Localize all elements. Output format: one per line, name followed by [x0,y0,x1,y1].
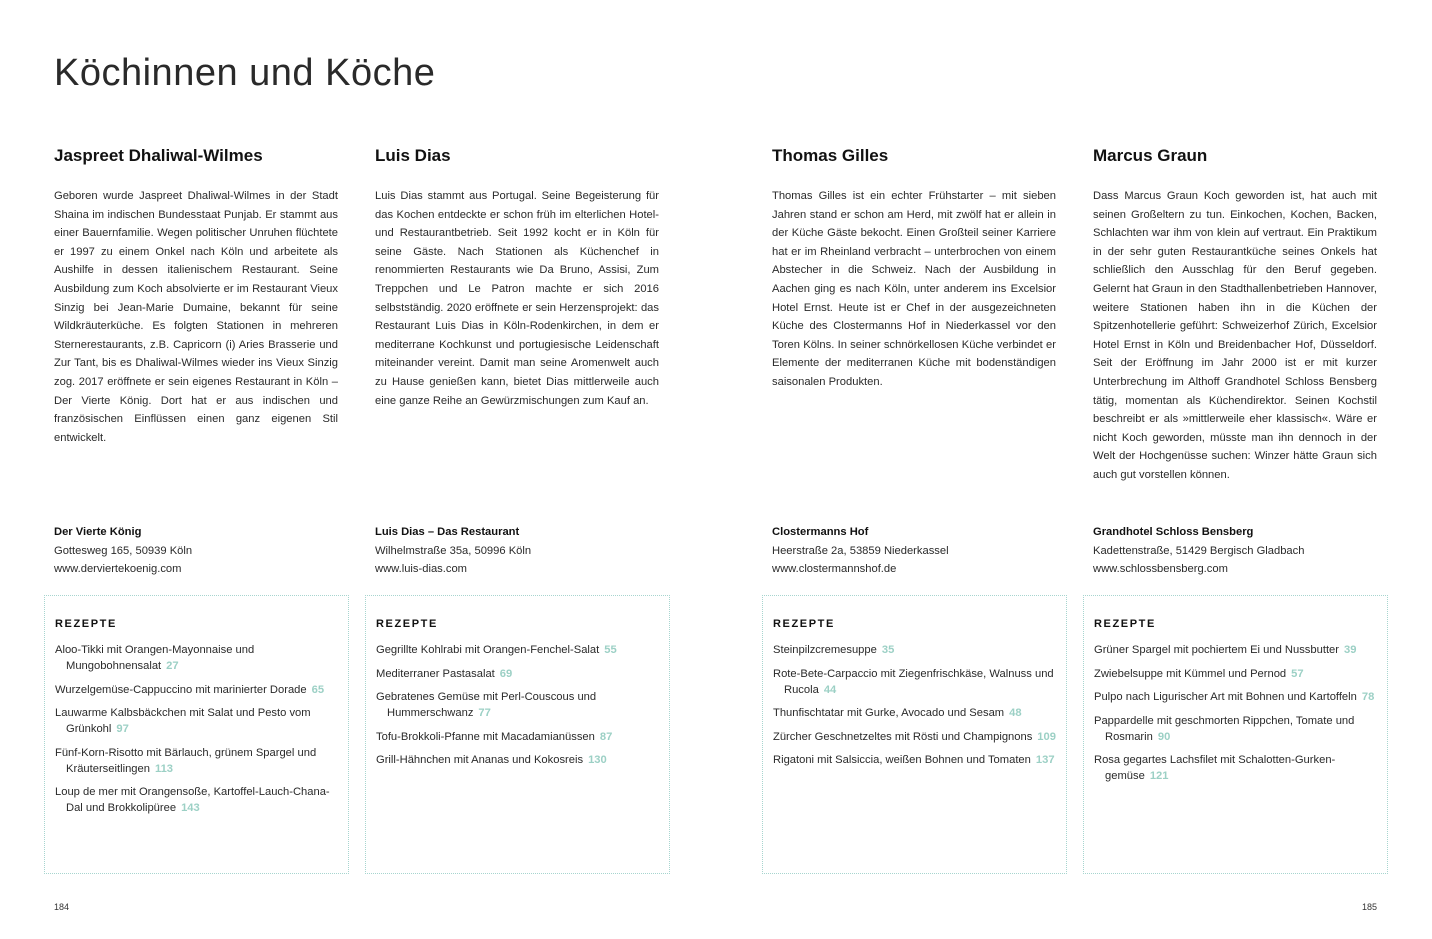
restaurant-address: Wilhelmstraße 35a, 50996 Köln [375,544,532,557]
recipes-heading: REZEPTE [376,618,438,630]
recipe-title: Zürcher Geschnetzeltes mit Rösti und Champignons [773,730,1033,743]
recipe-title: Fünf-Korn-Risotto mit Bärlauch, grünem Spargel und Kräuterseitlingen [55,746,317,775]
recipe-item[interactable] [55,745,340,777]
recipe-list [376,642,661,776]
restaurant-name: Grandhotel Schloss Bensberg [1093,526,1254,538]
recipe-page: 48 [1009,707,1022,719]
recipe-title: Mediterraner Pastasalat [376,667,495,680]
chef-name: Thomas Gilles [772,146,889,165]
chef-bio: Dass Marcus Graun Koch geworden ist, hat auch mit seinen Großeltern zu tun. Einkochen, Kochen, Backen, Schlachten war ihm von klein auf vertraut. Ein Praktikum in der sehr guten Restaurantküche seines Onkels hat schließlich den Ausschlag für den Beruf gegeben. Gelernt hat Graun in den Stadthallenbetrieben Hannover, weitere Stationen haben ihn in die Küchen der Spitzenhotellerie geführt: Schweizerhof Zürich, Excelsior Hotel Ernst in Köln und Breidenbacher Hof, Düsseldorf. Seit der Eröffnung im Jahr 2000 ist er mit kurzer Unterbrechung im Althoff Grandhotel Schloss Bensberg tätig, momentan als Küchendirektor. Seinen Kochstil beschreibt er als »mittlerweile eher klassisch«. Wäre er nicht Koch geworden, müsste man ihn dennoch in der Welt der Hochgenüsse suchen: Winzer hätte Graun sich auch gut vorstellen können. [1093,190,1377,481]
recipe-page: 27 [166,660,179,672]
restaurant-address: Gottesweg 165, 50939 Köln [54,544,193,557]
page-number-right: 185 [1362,902,1378,912]
recipe-title: Gegrillte Kohlrabi mit Orangen-Fenchel-Salat [376,644,600,656]
restaurant-name: Der Vierte König [54,526,142,538]
recipes-heading: REZEPTE [55,618,117,630]
restaurant-url[interactable]: www.schlossbensberg.com [1093,563,1228,576]
recipe-page: 77 [478,707,491,719]
restaurant-address: Heerstraße 2a, 53859 Niederkassel [772,544,949,557]
recipe-title: Rosa gegartes Lachsfilet mit Schalotten-Gurken-gemüse [1094,754,1336,782]
recipe-item[interactable] [1094,666,1379,682]
recipe-page: 69 [499,667,513,680]
recipe-title: Tofu-Brokkoli-Pfanne mit Macadamianüssen [376,730,595,743]
recipe-page: 109 [1037,730,1056,743]
recipe-title: Rote-Bete-Carpaccio mit Ziegenfrischkäse, Walnuss und Rucola [773,667,1054,696]
recipe-item[interactable] [1094,642,1379,658]
recipe-item[interactable] [1094,752,1379,784]
chef-bio: Geboren wurde Jaspreet Dhaliwal-Wilmes in der Stadt Shaina im indischen Bundesstaat Punjab. Er stammt aus einer Bauernfamilie. Wegen politischer Unruhen flüchtete er 1997 zu einem Onkel nach Köln und arbeitete als Aushilfe in dessen italienischem Restaurant. Seine Ausbildung zum Koch absolvierte er im Restaurant Vieux Sinzig bei Jean-Marie Dumaine, bekannt für seine Wildkräuterküche. Es folgten Stationen in mehreren Sternerestaurants, z.B. Capricorn (i) Aries Brasserie und Zur Tant, bis es Dhaliwal-Wilmes wieder ins Vieux Sinzig zog. 2017 eröffnete er sein eigenes Restaurant in Köln – Der Vierte König. Dort hat er aus indischen und französischen Einflüssen einen ganz eigenen Stil entwickelt. [54,190,338,444]
recipe-item[interactable] [773,729,1058,745]
restaurant-name: Clostermanns Hof [772,526,869,538]
recipe-title: Pulpo nach Ligurischer Art mit Bohnen und Kartoffeln [1094,691,1357,703]
recipe-item[interactable] [773,705,1058,721]
recipe-item[interactable] [55,705,340,737]
recipe-page: 130 [588,754,607,766]
recipe-item[interactable] [55,682,340,698]
recipe-page: 137 [1035,754,1055,766]
recipe-item[interactable] [1094,689,1379,705]
recipe-page: 78 [1361,691,1375,703]
chef-bio: Luis Dias stammt aus Portugal. Seine Begeisterung für das Kochen entdeckte er schon früh im elterlichen Hotel- und Restaurantbetrieb. Seit 1992 kocht er in Köln für seine Gäste. Nach Stationen als Küchenchef in renommierten Restaurants wie Da Bruno, Assisi, Zum Treppchen und Le Patron machte er sich 2016 selbstständig. 2020 eröffnete er sein Herzensprojekt: das Restaurant Luis Dias in Köln-Rodenkirchen, in dem er mediterrane Kochkunst und portugiesische Leidenschaft miteinander vereint. Damit man seine Aromenwelt auch zu Hause genießen kann, bietet Dias mittlerweile auch eine ganze Reihe an Gewürzmischungen zum Kauf an. [375,190,659,407]
recipes-heading: REZEPTE [1094,618,1156,630]
recipe-page: 39 [1344,644,1357,656]
restaurant-info [1093,523,1383,579]
recipe-title: Grill-Hähnchen mit Ananas und Kokosreis [376,754,584,766]
recipe-item[interactable] [376,642,661,658]
page-title: Köchinnen und Köche [54,52,436,94]
recipes-box [762,595,1067,874]
restaurant-address: Kadettenstraße, 51429 Bergisch Gladbach [1093,544,1305,557]
recipe-title: Steinpilzcremesuppe [773,644,877,656]
recipe-page: 97 [116,723,129,735]
restaurant-url[interactable]: www.clostermannshof.de [772,563,897,576]
restaurant-info [772,523,1062,579]
chef-name: Marcus Graun [1093,146,1208,165]
recipes-box [44,595,349,874]
recipe-item[interactable] [773,666,1058,698]
recipe-item[interactable] [1094,713,1379,745]
recipe-page: 87 [599,730,613,743]
chef-bio: Thomas Gilles ist ein echter Frühstarter – mit sieben Jahren stand er schon am Herd, mit zwölf hat er allein in der Küche Gäste bekocht. Einen Großteil seiner Karriere hat er im Rheinland verbracht – unterbrochen von einem Abstecher in die Schweiz. Nach der Ausbildung in Aachen ging es nach Köln, unter anderem ins Excelsior Hotel Ernst. Heute ist er Chef in der ausgezeichneten Küche des Clostermanns Hof in Niederkassel vor den Toren Kölns. In seiner schnörkellosen Küche verbindet er Elemente der mediterranen Küche mit bodenständigen saisonalen Produkten. [772,190,1056,388]
recipe-title: Lauwarme Kalbsbäckchen mit Salat und Pesto vom Grünkohl [55,707,311,735]
recipe-item[interactable] [55,784,340,816]
recipe-item[interactable] [376,752,661,768]
restaurant-url[interactable]: www.derviertekoenig.com [54,563,182,576]
chef-name: Luis Dias [375,146,451,165]
recipe-page: 57 [1291,667,1304,680]
recipe-title: Rigatoni mit Salsiccia, weißen Bohnen und Tomaten [773,754,1031,766]
recipe-title: Loup de mer mit Orangensoße, Kartoffel-Lauch-Chana-Dal und Brokkolipüree [55,786,330,814]
recipe-title: Gebratenes Gemüse mit Perl-Couscous und Hummerschwanz [376,691,597,719]
recipe-item[interactable] [376,689,661,721]
recipe-page: 143 [181,802,200,814]
recipe-list [55,642,340,824]
recipe-page: 90 [1157,730,1171,743]
recipe-page: 44 [823,683,837,696]
chef-name: Jaspreet Dhaliwal-Wilmes [54,146,263,165]
recipe-page: 65 [311,683,325,696]
page-number-left: 184 [54,902,70,912]
recipe-list [773,642,1058,776]
recipe-title: Pappardelle mit geschmorten Rippchen, Tomate und Rosmarin [1094,714,1355,743]
recipe-title: Aloo-Tikki mit Orangen-Mayonnaise und Mungobohnensalat [55,644,255,672]
recipe-title: Wurzelgemüse-Cappuccino mit marinierter Dorade [55,683,307,696]
recipe-item[interactable] [376,729,661,745]
recipe-item[interactable] [773,642,1058,658]
restaurant-name: Luis Dias – Das Restaurant [375,526,520,538]
recipe-item[interactable] [773,752,1058,768]
recipes-box [1083,595,1388,874]
recipes-box [365,595,670,874]
recipe-page: 55 [604,644,617,656]
recipe-item[interactable] [55,642,340,674]
recipe-title: Thunfischtatar mit Gurke, Avocado und Sesam [773,707,1005,719]
recipe-list [1094,642,1379,792]
recipes-heading: REZEPTE [773,618,835,630]
recipe-page: 35 [881,644,895,656]
recipe-title: Zwiebelsuppe mit Kümmel und Pernod [1094,667,1287,680]
restaurant-info [54,523,344,579]
recipe-page: 113 [154,762,174,775]
recipe-title: Grüner Spargel mit pochiertem Ei und Nussbutter [1094,644,1339,656]
recipe-item[interactable] [376,666,661,682]
recipe-page: 121 [1149,770,1169,782]
restaurant-info [375,523,665,579]
restaurant-url[interactable]: www.luis-dias.com [375,563,468,576]
